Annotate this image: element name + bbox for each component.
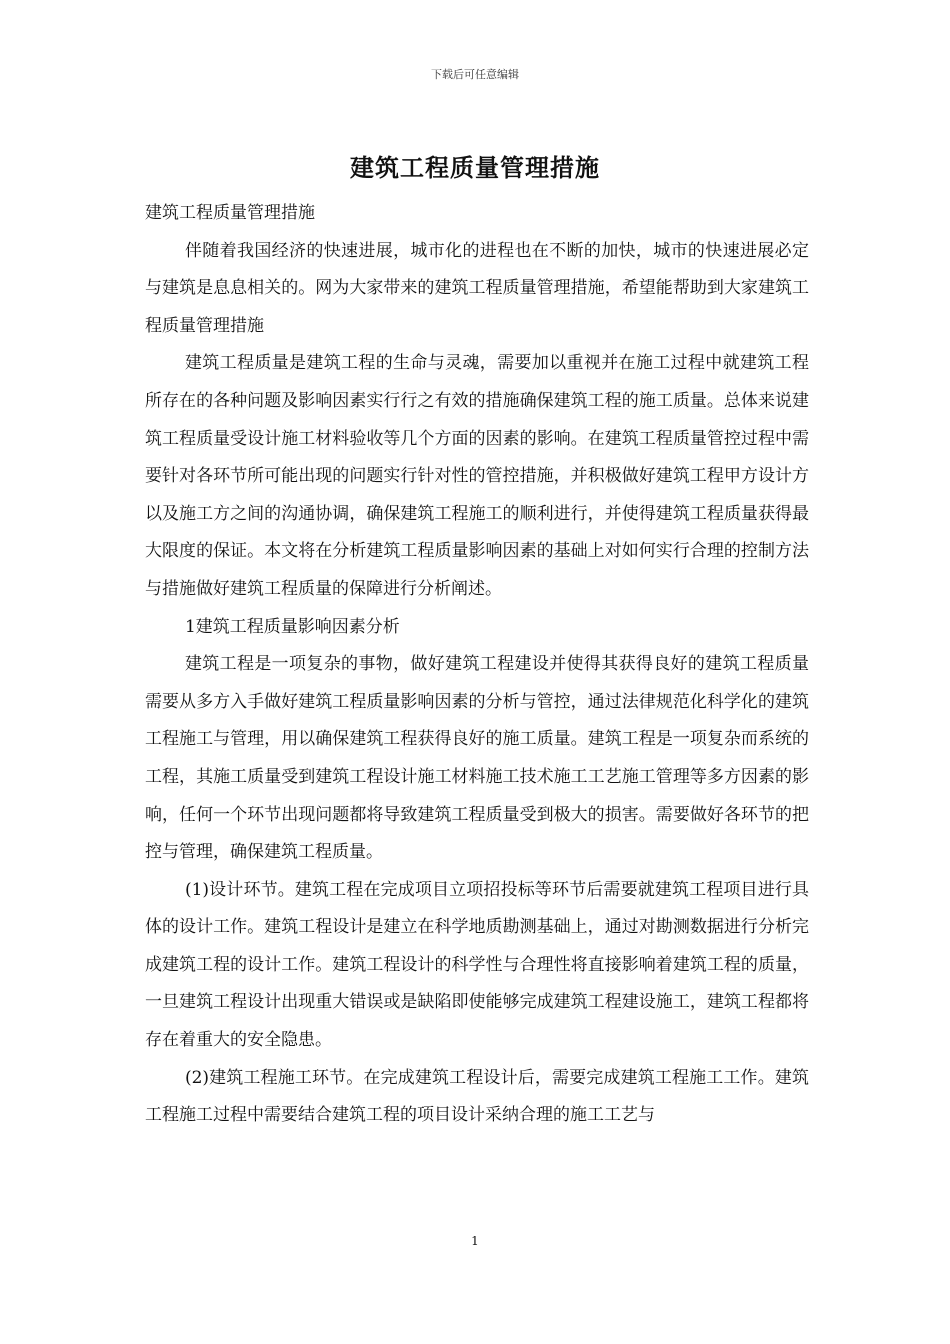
body-paragraph: (2)建筑工程施工环节。在完成建筑工程设计后，需要完成建筑工程施工工作。建筑工程施工过程中需要结合建筑工程的项目设计采纳合理的施工工艺与 bbox=[145, 1067, 809, 1126]
body-paragraph: (1)设计环节。建筑工程在完成项目立项招投标等环节后需要就建筑工程项目进行具体的设计工作。建筑工程设计是建立在科学地质勘测基础上，通过对勘测数据进行分析完成建筑工程的设计工作。建筑工程设计的科学性与合理性将直接影响着建筑工程的质量，一旦建筑工程设计出现重大错误或是缺陷即使能够完成建筑工程建设施工，建筑工程都将存在着重大的安全隐患。 bbox=[145, 879, 809, 1051]
document-title: 建筑工程质量管理措施 bbox=[350, 153, 600, 182]
document-body bbox=[145, 195, 809, 1135]
body-paragraph: 建筑工程质量是建筑工程的生命与灵魂，需要加以重视并在施工过程中就建筑工程所存在的各种问题及影响因素实行行之有效的措施确保建筑工程的施工质量。总体来说建筑工程质量受设计施工材料验收等几个方面的因素的影响。在建筑工程质量管控过程中需要针对各环节所可能出现的问题实行针对性的管控措施，并积极做好建筑工程甲方设计方以及施工方之间的沟通协调，确保建筑工程施工的顺利进行，并使得建筑工程质量获得最大限度的保证。本文将在分析建筑工程质量影响因素的基础上对如何实行合理的控制方法与措施做好建筑工程质量的保障进行分析阐述。 bbox=[145, 353, 809, 599]
page-number: 1 bbox=[471, 1234, 479, 1248]
section-heading: 1建筑工程质量影响因素分析 bbox=[184, 616, 400, 637]
intro-paragraph: 伴随着我国经济的快速进展，城市化的进程也在不断的加快，城市的快速进展必定与建筑是息息相关的。网为大家带来的建筑工程质量管理措施，希望能帮助到大家建筑工程质量管理措施 bbox=[145, 240, 809, 336]
body-paragraph: 建筑工程是一项复杂的事物，做好建筑工程建设并使得其获得良好的建筑工程质量需要从多方入手做好建筑工程质量影响因素的分析与管控，通过法律规范化科学化的建筑工程施工与管理，用以确保建筑工程获得良好的施工质量。建筑工程是一项复杂而系统的工程，其施工质量受到建筑工程设计施工材料施工技术施工工艺施工管理等多方因素的影响，任何一个环节出现问题都将导致建筑工程质量受到极大的损害。需要做好各环节的把控与管理，确保建筑工程质量。 bbox=[145, 654, 809, 863]
page-header: 下载后可任意编辑 bbox=[431, 68, 519, 81]
subtitle-paragraph: 建筑工程质量管理措施 bbox=[145, 203, 315, 223]
